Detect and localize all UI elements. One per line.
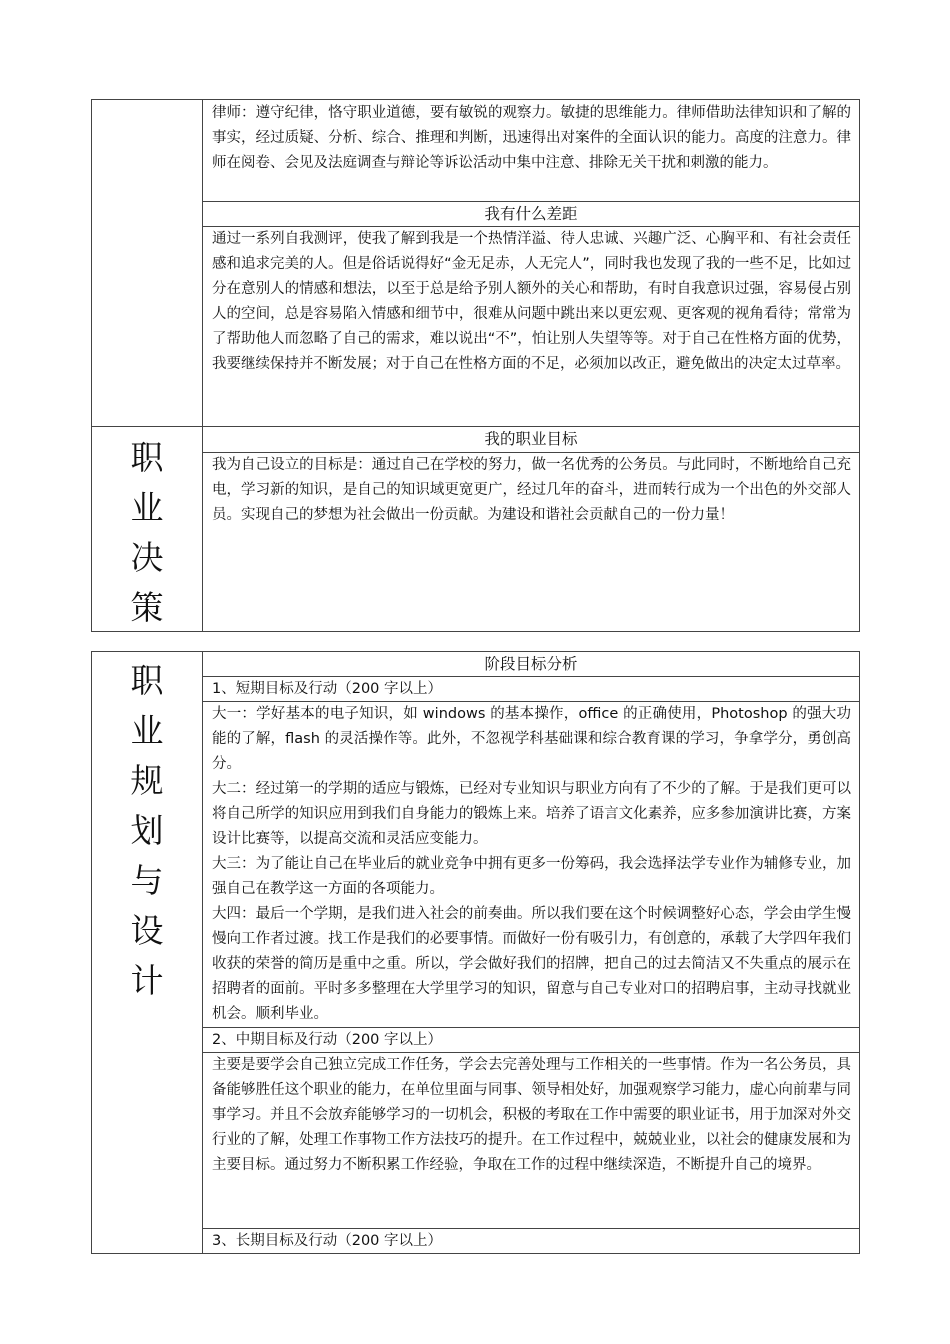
- lawyer-cell: [203, 100, 860, 202]
- long-label-cell: [203, 1229, 860, 1254]
- short-term-text: [203, 702, 859, 1027]
- side-cell-decision: [92, 427, 203, 632]
- mid-term-text: 主要是要学会自己独立完成工作任务，学会去完善处理与工作相关的一些事情。作为一名公务员，具备能够胜任这个职业的能力，在单位里面与同事、领导相处好，加强观察学习能力，虚心向前辈与同事学习。并且不会放弃能够学习的一切机会，积极的考取在工作中需要的职业证书，用于加深对外交行业的了解，处理工作事物工作方法技巧的提升。在工作过程中，兢兢业业，以社会的健康发展和为主要目标。通过努力不断积累工作经验，争取在工作的过程中继续深造，不断提升自己的境界。: [212, 1057, 851, 1173]
- side-cell-plan: [92, 652, 203, 1254]
- side-char: 业: [130, 711, 164, 750]
- side-char: 决: [130, 538, 164, 577]
- mid-term-label: 2、中期目标及行动（200 字以上）: [212, 1032, 443, 1048]
- gap-heading: 我有什么差距: [484, 205, 578, 223]
- mid-label-cell: [203, 1028, 860, 1053]
- goal-text-cell: [203, 453, 860, 632]
- gap-text: 通过一系列自我测评，使我了解到我是一个热情洋溢、待人忠诚、兴趣广泛、心胸平和、有社会责任感和追求完美的人。但是俗话说得好“金无足赤，人无完人”，同时我也发现了我的一些不足，比如过分在意别人的情感和想法，以至于总是给予别人额外的关心和帮助，有时自我意识过强，容易侵占别人的空间，总是容易陷入情感和细节中，很难从问题中跳出来以更宏观、更客观的视角看待；常常为了帮助他人而忽略了自己的需求，难以说出“不”，怕让别人失望等等。对于自己在性格方面的优势，我要继续保持并不断发展；对于自己在性格方面的不足，必须加以改正，避免做出的决定太过草率。: [212, 231, 851, 372]
- side-char: 业: [130, 488, 164, 527]
- side-char: 计: [130, 961, 164, 1000]
- table-career-plan: [91, 651, 860, 1254]
- short-term-label: 1、短期目标及行动（200 字以上）: [212, 681, 443, 697]
- short-label-cell: [203, 677, 860, 702]
- side-char: 规: [130, 761, 164, 800]
- year-1-paragraph: 大一：学好基本的电子知识，如 windows 的基本操作，office 的正确使用，Photoshop 的强大功能的了解，flash 的灵活操作等。此外，不忽视学科基础课和综合教育课的学习，争拿学分，勇创高分。: [212, 706, 851, 772]
- year-2-paragraph: 大二：经过第一的学期的适应与锻炼，已经对专业知识与职业方向有了不少的了解。于是我们更可以将自己所学的知识应用到我们自身能力的锻炼上来。培养了语言文化素养，应多参加演讲比赛，方案设计比赛等，以提高交流和灵活应变能力。: [212, 781, 851, 847]
- long-term-label: 3、长期目标及行动（200 字以上）: [212, 1233, 443, 1249]
- gap-text-cell: [203, 227, 860, 427]
- goal-heading: 我的职业目标: [484, 430, 578, 448]
- mid-text-cell: [203, 1053, 860, 1229]
- goal-text: 我为自己设立的目标是：通过自己在学校的努力，做一名优秀的公务员。与此同时，不断地给自己充电，学习新的知识，是自己的知识域更宽更广，经过几年的奋斗，进而转行成为一个出色的外交部人员。实现自己的梦想为社会做出一份贡献。为建设和谐社会贡献自己的一份力量！: [212, 457, 851, 523]
- side-char: 职: [130, 438, 164, 477]
- year-4-paragraph: 大四：最后一个学期，是我们进入社会的前奏曲。所以我们要在这个时候调整好心态，学会由学生慢慢向工作者过渡。找工作是我们的必要事情。而做好一份有吸引力，有创意的，承载了大学四年我们收获的荣誉的简历是重中之重。所以，学会做好我们的招牌，把自己的过去简洁又不失重点的展示在招聘者的面前。平时多多整理在大学里学习的知识，留意与自己专业对口的招聘启事，主动寻找就业机会。顺利毕业。: [212, 906, 851, 1022]
- side-char: 策: [130, 588, 164, 627]
- side-char: 划: [130, 811, 164, 850]
- side-char: 职: [130, 661, 164, 700]
- lawyer-text: 律师：遵守纪律，恪守职业道德，要有敏锐的观察力。敏捷的思维能力。律师借助法律知识和了解的事实，经过质疑、分析、综合、推理和判断，迅速得出对案件的全面认识的能力。高度的注意力。律师在阅卷、会见及法庭调查与辩论等诉讼活动中集中注意、排除无关干扰和刺激的能力。: [212, 105, 851, 171]
- gap-heading-cell: [203, 202, 860, 227]
- year-3-paragraph: 大三：为了能让自己在毕业后的就业竞争中拥有更多一份筹码，我会选择法学专业作为辅修专业，加强自己在教学这一方面的各项能力。: [212, 856, 851, 897]
- table-career-assessment: [91, 99, 860, 632]
- side-cell-empty: [92, 100, 203, 427]
- goal-heading-cell: [203, 427, 860, 453]
- stage-heading-cell: [203, 652, 860, 677]
- stage-heading: 阶段目标分析: [484, 655, 578, 673]
- side-char: 与: [130, 861, 164, 900]
- side-char: 设: [130, 911, 164, 950]
- short-text-cell: [203, 702, 860, 1028]
